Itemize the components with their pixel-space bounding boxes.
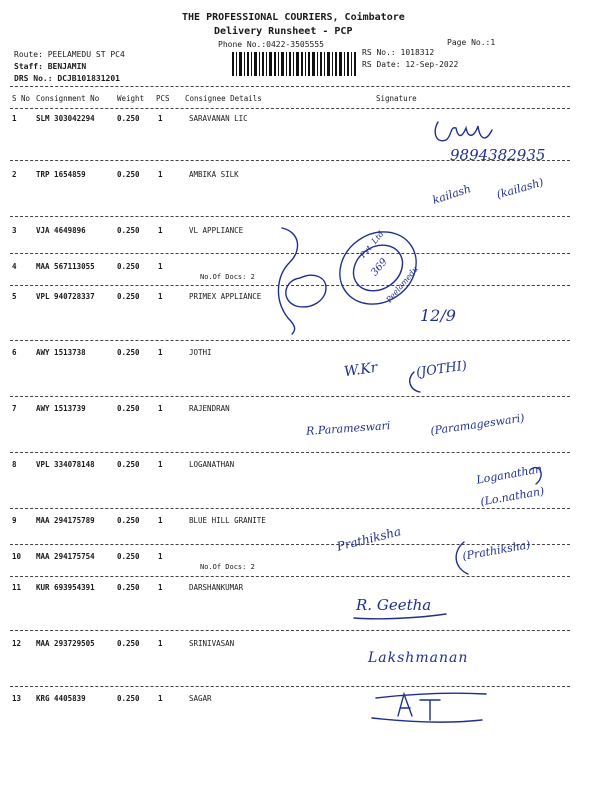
row-sno: 8	[12, 460, 17, 469]
row-consignee: BLUE HILL GRANITE	[189, 516, 266, 525]
handwritten-prathiksha: Prathiksha	[335, 524, 403, 554]
row-consignment: VPL 334078148	[36, 460, 95, 469]
row-pcs: 1	[158, 348, 163, 357]
row-pcs: 1	[158, 639, 163, 648]
handwritten-ati	[450, 702, 452, 703]
row-pcs: 1	[158, 460, 163, 469]
row-pcs: 1	[158, 114, 163, 123]
handwritten-phone: 9894382935	[450, 146, 546, 164]
row-consignment: VPL 940728337	[36, 292, 95, 301]
row-sno: 5	[12, 292, 17, 301]
row-consignee: PRIMEX APPLIANCE	[189, 292, 262, 301]
row-pcs: 1	[158, 583, 163, 592]
row-consignee: JOTHI	[189, 348, 212, 357]
row-consignment: AWY 1513738	[36, 348, 86, 357]
handwritten-lakshmanan: Lakshmanan	[368, 650, 469, 666]
row-consignee: SARAVANAN LIC	[189, 114, 248, 123]
ati-stroke-top	[376, 693, 486, 698]
row-sno: 10	[12, 552, 22, 561]
row-consignee: AMBIKA SILK	[189, 170, 239, 179]
row-pcs: 1	[158, 226, 163, 235]
row-weight: 0.250	[117, 262, 140, 271]
row-sno: 12	[12, 639, 22, 648]
row-consignment: MAA 293729505	[36, 639, 95, 648]
circle-3-stroke	[286, 275, 326, 307]
row-consignment: TRP 1654859	[36, 170, 86, 179]
row-pcs: 1	[158, 516, 163, 525]
stamp-text-bottom: Peelamedu	[384, 264, 420, 305]
row-pcs: 1	[158, 262, 163, 271]
row-pcs: 1	[158, 552, 163, 561]
col-consignee: Consignee Details	[185, 94, 262, 103]
row-pcs: 1	[158, 170, 163, 179]
row-consignment: MAA 294175789	[36, 516, 95, 525]
row-sno: 7	[12, 404, 17, 413]
row-weight: 0.250	[117, 583, 140, 592]
row-docs-count: No.Of Docs: 2	[200, 273, 255, 281]
route: Route: PEELAMEDU ST PC4	[14, 50, 125, 59]
row-weight: 0.250	[117, 292, 140, 301]
handwritten-rgeetha: R. Geetha	[356, 596, 432, 614]
row-weight: 0.250	[117, 460, 140, 469]
handwritten-kailash: kailash	[430, 182, 473, 207]
stamp-number: 369	[369, 256, 390, 279]
row-sno: 13	[12, 694, 22, 703]
row-docs-count: No.Of Docs: 2	[200, 563, 255, 571]
row-consignment: MAA 294175754	[36, 552, 95, 561]
row-consignment: SLM 303042294	[36, 114, 95, 123]
stamp-text-top: Pvt. Ltd	[358, 229, 386, 260]
row-consignment: KRG 4405839	[36, 694, 86, 703]
row-sno: 9	[12, 516, 17, 525]
col-signature: Signature	[376, 94, 417, 103]
signature-1-stroke	[435, 122, 492, 141]
row-sno: 4	[12, 262, 17, 271]
row-consignee: SAGAR	[189, 694, 212, 703]
col-consignment: Consignment No	[36, 94, 100, 103]
row-weight: 0.250	[117, 114, 140, 123]
ati-stroke-bottom	[372, 718, 482, 722]
handwritten-loganathan-print: (Lo.nathan)	[479, 484, 546, 509]
row-weight: 0.250	[117, 639, 140, 648]
row-consignee: VL APPLIANCE	[189, 226, 244, 235]
phone-number: Phone No.:0422-3505555	[218, 40, 324, 49]
row-sno: 2	[12, 170, 17, 179]
row-sno: 6	[12, 348, 17, 357]
ati-letter	[398, 694, 440, 720]
row-weight: 0.250	[117, 552, 140, 561]
row-sno: 11	[12, 583, 22, 592]
col-weight: Weight	[117, 94, 145, 103]
row-consignment: VJA 4649896	[36, 226, 86, 235]
row-weight: 0.250	[117, 348, 140, 357]
handwritten-rparameswari-print: (Paramageswari)	[429, 411, 526, 438]
doc-title: Delivery Runsheet - PCP	[214, 26, 353, 37]
page-number: Page No.:1	[447, 38, 496, 47]
row-consignment: AWY 1513739	[36, 404, 86, 413]
drs-number: DRS No.: DCJB101831201	[14, 74, 120, 83]
handwritten-date: 12/9	[420, 306, 456, 325]
geetha-underline	[354, 614, 446, 619]
row-consignee: RAJENDRAN	[189, 404, 230, 413]
row-weight: 0.250	[117, 694, 140, 703]
rs-date: RS Date: 12-Sep-2022	[362, 60, 459, 69]
row-sno: 3	[12, 226, 17, 235]
row-consignee: DARSHANKUMAR	[189, 583, 244, 592]
staff: Staff: BENJAMIN	[14, 62, 87, 71]
handwritten-loganathan: Loganathan	[475, 462, 543, 487]
row-consignee: SRINIVASAN	[189, 639, 235, 648]
row-weight: 0.250	[117, 226, 140, 235]
row-pcs: 1	[158, 404, 163, 413]
row-sno: 1	[12, 114, 17, 123]
company-name: THE PROFESSIONAL COURIERS, Coimbatore	[182, 12, 405, 23]
row-consignee: LOGANATHAN	[189, 460, 235, 469]
rs-number: RS No.: 1018312	[362, 48, 435, 57]
row-pcs: 1	[158, 694, 163, 703]
col-pcs: PCS	[156, 94, 170, 103]
handwritten-jothi: (JOTHI)	[415, 358, 468, 381]
handwritten-prathiksha-print: (Prathiksha)	[461, 538, 532, 563]
bracket-stroke	[278, 228, 297, 334]
row-weight: 0.250	[117, 404, 140, 413]
row-pcs: 1	[158, 292, 163, 301]
handwritten-kailash-print: (kailash)	[495, 175, 545, 202]
row-consignment: KUR 693954391	[36, 583, 95, 592]
handwritten-wkr: W.Kr	[343, 359, 379, 381]
col-sno: S No	[12, 94, 31, 103]
handwritten-rparameswari: R.Parameswari	[305, 419, 391, 438]
row-weight: 0.250	[117, 170, 140, 179]
row-weight: 0.250	[117, 516, 140, 525]
row-consignment: MAA 567113055	[36, 262, 95, 271]
